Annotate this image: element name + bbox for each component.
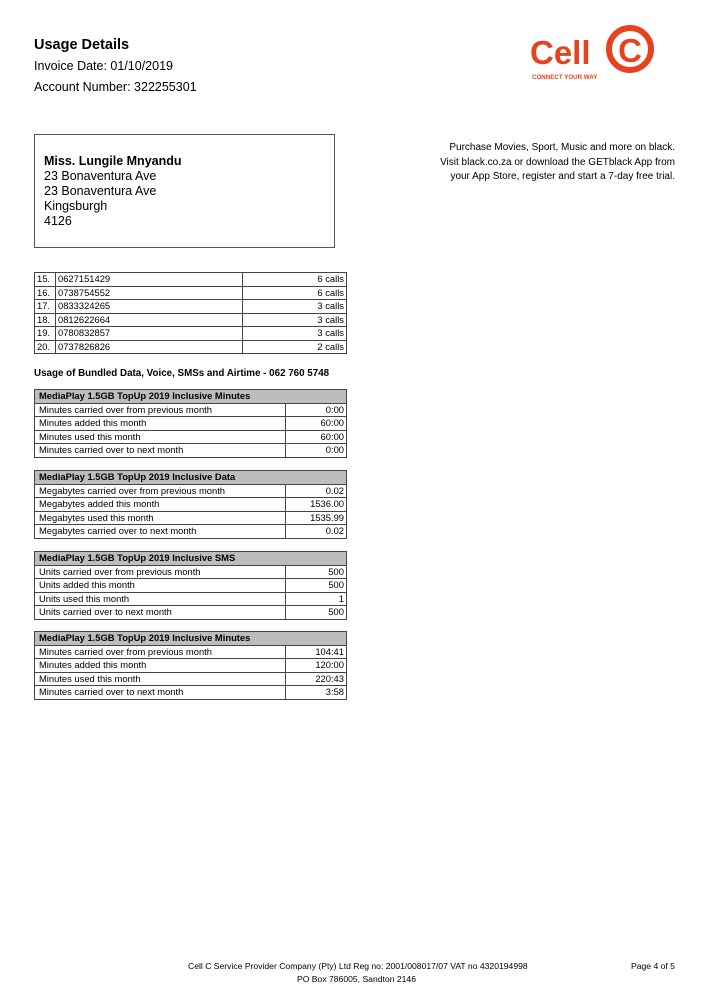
frequent-calls-table	[34, 272, 347, 354]
table-row	[35, 525, 347, 539]
row-label: Units carried over from previous month	[35, 565, 286, 579]
table-row	[35, 300, 347, 314]
section-heading: Usage of Bundled Data, Voice, SMSs and Airtime - 062 760 5748	[34, 368, 330, 379]
call-count: 3 calls	[243, 300, 347, 314]
table-row	[35, 273, 347, 287]
customer-name: Miss. Lungile Mnyandu	[44, 154, 182, 168]
row-label: Units used this month	[35, 592, 286, 606]
call-count: 3 calls	[243, 313, 347, 327]
address-block	[34, 134, 335, 248]
table-row	[35, 417, 347, 431]
table-row	[35, 484, 347, 498]
row-value: 60:00	[286, 430, 347, 444]
row-value: 1535.99	[286, 511, 347, 525]
svg-text:C: C	[618, 32, 642, 69]
table-row	[35, 430, 347, 444]
promo-line: Purchase Movies, Sport, Music and more on black.	[449, 142, 675, 153]
call-count: 6 calls	[243, 273, 347, 287]
row-value: 3:58	[286, 686, 347, 700]
row-label: Megabytes carried over to next month	[35, 525, 286, 539]
phone-number: 0738754552	[56, 286, 243, 300]
row-label: Megabytes carried over from previous month	[35, 484, 286, 498]
row-index: 19.	[35, 327, 56, 341]
row-index: 15.	[35, 273, 56, 287]
table-row	[35, 313, 347, 327]
row-value: 500	[286, 606, 347, 620]
call-count: 3 calls	[243, 327, 347, 341]
table-row	[35, 498, 347, 512]
row-value: 0:00	[286, 403, 347, 417]
table-row	[35, 606, 347, 620]
phone-number: 0737826826	[56, 340, 243, 354]
row-value: 60:00	[286, 417, 347, 431]
row-label: Minutes carried over to next month	[35, 444, 286, 458]
table-row	[35, 592, 347, 606]
usage-table-sms	[34, 551, 347, 620]
address-postal-code: 4126	[44, 214, 72, 228]
row-index: 16.	[35, 286, 56, 300]
row-value: 220:43	[286, 672, 347, 686]
usage-table-voice	[34, 389, 347, 458]
row-label: Minutes carried over from previous month	[35, 645, 286, 659]
table-row	[35, 645, 347, 659]
row-value: 500	[286, 565, 347, 579]
table-row	[35, 686, 347, 700]
table-row	[35, 579, 347, 593]
phone-number: 0812622664	[56, 313, 243, 327]
row-value: 500	[286, 579, 347, 593]
table-row	[35, 444, 347, 458]
row-label: Megabytes added this month	[35, 498, 286, 512]
phone-number: 0780832857	[56, 327, 243, 341]
table-header: MediaPlay 1.5GB TopUp 2019 Inclusive Data	[35, 471, 347, 485]
table-row	[35, 327, 347, 341]
phone-number: 0833324265	[56, 300, 243, 314]
svg-text:Cell: Cell	[530, 34, 591, 71]
table-row	[35, 511, 347, 525]
row-label: Units added this month	[35, 579, 286, 593]
row-value: 120:00	[286, 659, 347, 673]
row-value: 0.02	[286, 525, 347, 539]
row-label: Units carried over to next month	[35, 606, 286, 620]
cell-c-logo	[526, 22, 666, 92]
call-count: 2 calls	[243, 340, 347, 354]
row-index: 17.	[35, 300, 56, 314]
table-row	[35, 403, 347, 417]
account-number: Account Number: 322255301	[34, 80, 197, 94]
svg-text:CONNECT YOUR WAY: CONNECT YOUR WAY	[532, 74, 598, 81]
row-value: 1536.00	[286, 498, 347, 512]
address-line-2: 23 Bonaventura Ave	[44, 184, 157, 198]
row-label: Minutes carried over to next month	[35, 686, 286, 700]
table-row	[35, 565, 347, 579]
row-index: 18.	[35, 313, 56, 327]
table-header: MediaPlay 1.5GB TopUp 2019 Inclusive Minutes	[35, 390, 347, 404]
phone-number: 0627151429	[56, 273, 243, 287]
row-label: Minutes added this month	[35, 659, 286, 673]
table-header: MediaPlay 1.5GB TopUp 2019 Inclusive Minutes	[35, 632, 347, 646]
page-title: Usage Details	[34, 37, 130, 53]
usage-table-voice-2	[34, 631, 347, 700]
table-row	[35, 672, 347, 686]
row-label: Minutes carried over from previous month	[35, 403, 286, 417]
row-value: 104:41	[286, 645, 347, 659]
page-number: Page 4 of 5	[631, 961, 675, 971]
row-value: 0:00	[286, 444, 347, 458]
address-city: Kingsburgh	[44, 199, 108, 213]
footer-address: PO Box 786005, Sandton 2146	[297, 974, 416, 984]
row-label: Minutes added this month	[35, 417, 286, 431]
footer-company-info: Cell C Service Provider Company (Pty) Ltd Reg no: 2001/008017/07 VAT no 4320194998	[188, 961, 528, 971]
table-header: MediaPlay 1.5GB TopUp 2019 Inclusive SMS	[35, 552, 347, 566]
table-row	[35, 340, 347, 354]
usage-table-data	[34, 470, 347, 539]
row-value: 1	[286, 592, 347, 606]
promo-line: your App Store, register and start a 7-day free trial.	[450, 171, 675, 182]
row-value: 0.02	[286, 484, 347, 498]
row-index: 20.	[35, 340, 56, 354]
promo-line: Visit black.co.za or download the GETblack App from	[440, 156, 675, 168]
table-row	[35, 286, 347, 300]
row-label: Minutes used this month	[35, 430, 286, 444]
row-label: Megabytes used this month	[35, 511, 286, 525]
table-row	[35, 659, 347, 673]
invoice-date: Invoice Date: 01/10/2019	[34, 59, 173, 73]
address-line-1: 23 Bonaventura Ave	[44, 169, 157, 183]
row-label: Minutes used this month	[35, 672, 286, 686]
promo-text	[420, 141, 675, 185]
call-count: 6 calls	[243, 286, 347, 300]
